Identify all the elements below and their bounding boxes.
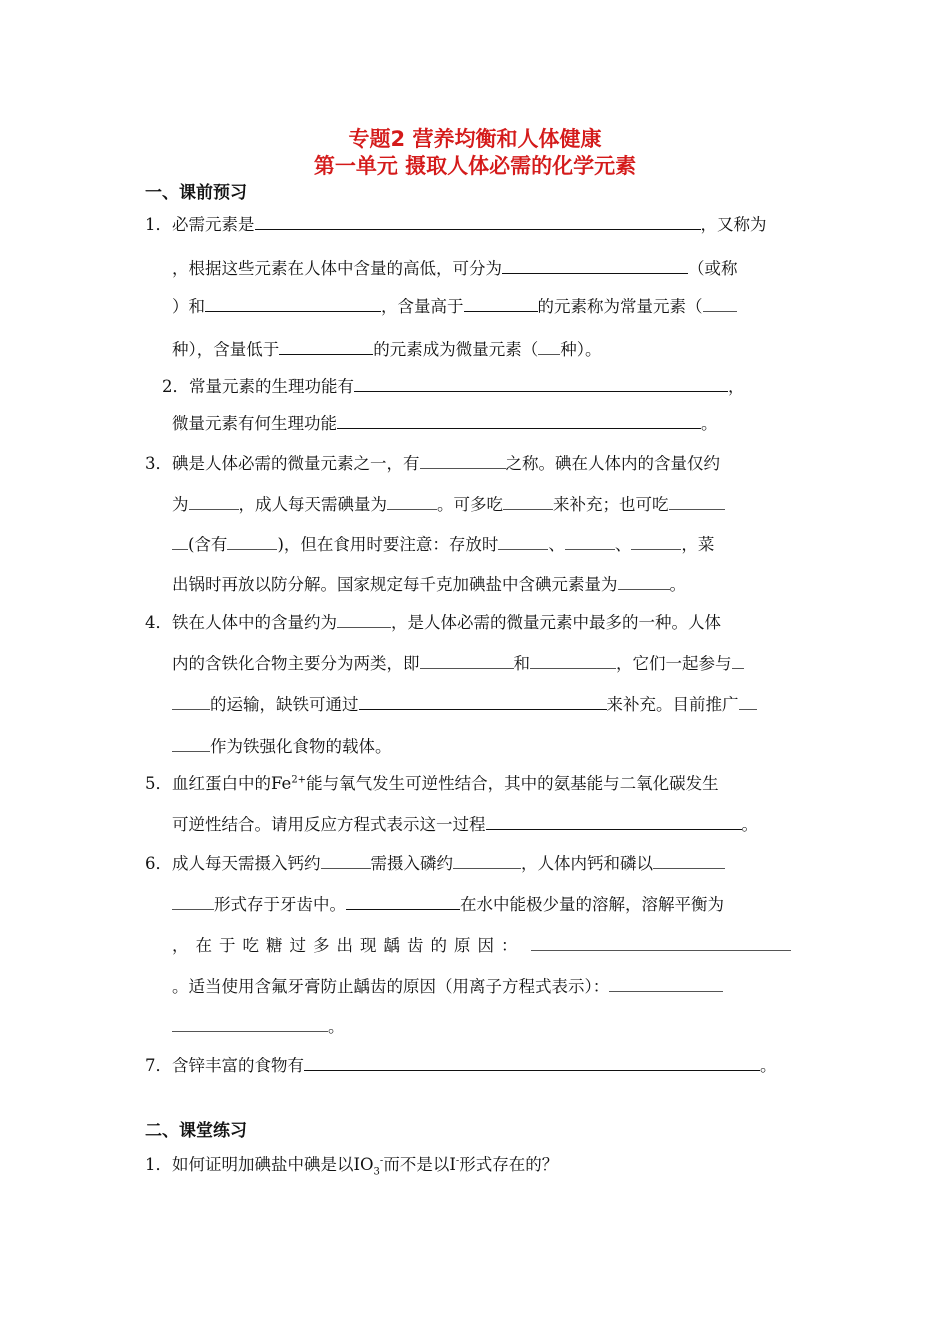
p1-superscript-2: -	[455, 1155, 460, 1167]
q1-text-b: ，又称为	[700, 215, 767, 234]
q1-text-j: 种）。	[560, 340, 602, 359]
q3-blank-3[interactable]	[387, 493, 437, 510]
q1-text-e: ）和	[172, 297, 205, 316]
q2-text-b: ，	[728, 377, 745, 396]
q5-text-d: 。	[741, 815, 758, 834]
title-line-2: 第一单元 摄取人体必需的化学元素	[313, 154, 637, 178]
p1-subscript: 3	[373, 1166, 380, 1178]
q4-text-e: ，它们一起参与	[616, 654, 732, 673]
q1-line-4	[172, 338, 602, 361]
q3-text-k: ，菜	[681, 535, 715, 554]
q6-text-e: 在水中能极少量的溶解，溶解平衡为	[460, 895, 724, 914]
p1-text-a: 如何证明加碘盐中碘是以IO	[172, 1155, 374, 1174]
q3-number: 3．	[145, 454, 172, 473]
q1-blank-5[interactable]	[703, 295, 737, 312]
q6-blank-8[interactable]	[172, 1015, 328, 1032]
q4-blank-3[interactable]	[530, 652, 616, 669]
q6-line-5	[172, 1015, 345, 1038]
q1-blank-3[interactable]	[205, 295, 381, 312]
q6-line-1	[145, 852, 725, 875]
q2-number: 2．	[162, 377, 189, 396]
q3-blank-11[interactable]	[618, 573, 670, 590]
q4-text-a: 铁在人体中的含量约为	[172, 613, 337, 632]
q3-text-d: ，成人每天需碘量为	[238, 495, 387, 514]
q4-text-d: 和	[513, 654, 530, 673]
q3-text-i: 、	[548, 535, 565, 554]
q3-line-1	[145, 452, 720, 475]
q3-line-3	[172, 533, 714, 556]
q3-text-c: 为	[172, 495, 189, 514]
q4-number: 4．	[145, 613, 172, 632]
q6-text-d: 形式存于牙齿中。	[214, 895, 346, 914]
q6-line-2	[172, 893, 724, 916]
q6-text-h: 。	[328, 1017, 345, 1036]
q2-text-c: 微量元素有何生理功能	[172, 414, 337, 433]
q7-text-b: 。	[760, 1056, 777, 1075]
q7-text-a: 含锌丰富的食物有	[172, 1056, 304, 1075]
q6-text-f: ，在于吃糖过多出现龋齿的原因：	[172, 936, 525, 955]
q5-line-1	[145, 773, 719, 795]
q1-text-h: 种），含量低于	[172, 340, 280, 359]
q4-text-g: 来补充。目前推广	[606, 695, 739, 714]
q6-text-a: 成人每天需摄入钙约	[172, 854, 321, 873]
q1-text-d: （或称	[688, 259, 738, 278]
q3-blank-7[interactable]	[227, 533, 277, 550]
q3-text-h: )，但在食用时要注意：存放时	[277, 535, 499, 554]
q1-text-c: ，根据这些元素在人体中含量的高低，可分为	[172, 259, 502, 278]
q4-line-1	[145, 611, 721, 634]
q3-line-2	[172, 493, 725, 516]
q6-text-c: ，人体内钙和磷以	[521, 854, 653, 873]
q1-line-2	[172, 257, 738, 280]
q3-text-j: 、	[614, 535, 632, 554]
q4-blank-5[interactable]	[172, 693, 210, 710]
q1-blank-2[interactable]	[502, 257, 688, 274]
q6-blank-3[interactable]	[653, 852, 725, 869]
q1-blank-7[interactable]	[538, 338, 560, 355]
q6-line-3	[172, 934, 791, 957]
q5-text-c: 可逆性结合。请用反应方程式表示这一过程	[172, 815, 486, 834]
section-heading-preview: 一、课前预习	[145, 183, 247, 203]
p1-text-b: 而不是以I	[383, 1155, 456, 1174]
q3-blank-9[interactable]	[565, 533, 615, 550]
q3-text-a: 碘是人体必需的微量元素之一，有	[172, 454, 420, 473]
q1-text-g: 的元素称为常量元素（	[537, 297, 703, 316]
q6-blank-2[interactable]	[453, 852, 521, 869]
q7-line-1	[145, 1054, 777, 1077]
q3-blank-2[interactable]	[189, 493, 239, 510]
q2-line-1	[162, 375, 745, 398]
q1-text-f: ，含量高于	[381, 297, 464, 316]
q3-text-f: 来补充；也可吃	[553, 495, 669, 514]
q7-number: 7．	[145, 1056, 172, 1075]
q3-blank-8[interactable]	[498, 533, 548, 550]
q3-text-g: (含有	[188, 535, 228, 554]
q6-number: 6．	[145, 854, 172, 873]
q4-line-3	[172, 693, 757, 716]
q6-blank-7[interactable]	[609, 975, 723, 992]
q1-blank-6[interactable]	[279, 338, 373, 355]
q3-text-l: 出锅时再放以防分解。国家规定每千克加碘盐中含碘元素量为	[172, 575, 618, 594]
p1-line-1	[145, 1154, 558, 1176]
q5-superscript: 2+	[291, 774, 307, 786]
p1-text-c: 形式存在的？	[459, 1155, 559, 1174]
q4-line-2	[172, 652, 744, 675]
q1-text-i: 的元素成为微量元素（	[373, 340, 539, 359]
q1-blank-4[interactable]	[464, 295, 538, 312]
q3-blank-5[interactable]	[669, 493, 725, 510]
q2-line-2	[172, 412, 718, 435]
q3-text-m: 。	[669, 575, 686, 594]
title-line-1: 专题2 营养均衡和人体健康	[348, 127, 602, 151]
q4-blank-6[interactable]	[359, 693, 607, 710]
q4-blank-1[interactable]	[337, 611, 391, 628]
q4-blank-7[interactable]	[739, 693, 757, 710]
q6-text-g: 。适当使用含氟牙膏防止龋齿的原因（用离子方程式表示）：	[172, 977, 610, 996]
q5-number: 5．	[145, 774, 172, 793]
q6-blank-5[interactable]	[346, 893, 460, 910]
q5-line-2	[172, 813, 758, 836]
q4-blank-8[interactable]	[172, 735, 210, 752]
q1-text-a: 必需元素是	[172, 215, 255, 234]
section-heading-practice: 二、课堂练习	[145, 1121, 247, 1141]
q4-blank-4[interactable]	[732, 652, 744, 669]
q4-text-b: ，是人体必需的微量元素中最多的一种。人体	[391, 613, 721, 632]
q4-line-4	[172, 735, 392, 758]
q5-text-a: 血红蛋白中的Fe	[172, 774, 292, 793]
p1-superscript: -	[379, 1155, 384, 1167]
q7-blank-1[interactable]	[304, 1054, 760, 1071]
q3-blank-4[interactable]	[503, 493, 553, 510]
q1-line-3	[172, 295, 737, 318]
q6-blank-6[interactable]	[531, 934, 791, 951]
q3-text-e: 。可多吃	[437, 495, 503, 514]
q6-blank-4[interactable]	[172, 893, 214, 910]
q1-number: 1．	[145, 215, 172, 234]
q4-text-c: 内的含铁化合物主要分为两类，即	[172, 654, 420, 673]
q3-text-b: 之称。碘在人体内的含量仅约	[505, 454, 720, 473]
q4-blank-2[interactable]	[420, 652, 514, 669]
q2-blank-1[interactable]	[354, 375, 728, 392]
q3-blank-1[interactable]	[420, 452, 506, 469]
q6-blank-1[interactable]	[321, 852, 371, 869]
q4-text-h: 作为铁强化食物的载体。	[210, 737, 392, 756]
q3-line-4	[172, 573, 686, 596]
q3-blank-6[interactable]	[172, 533, 188, 550]
q5-blank-1[interactable]	[486, 813, 742, 830]
q5-text-b: 能与氧气发生可逆性结合，其中的氨基能与二氧化碳发生	[306, 774, 719, 793]
q2-text-a: 常量元素的生理功能有	[189, 377, 354, 396]
p1-number: 1．	[145, 1155, 172, 1174]
q2-blank-2[interactable]	[337, 412, 701, 429]
q1-line-1	[145, 213, 767, 236]
q6-text-b: 需摄入磷约	[370, 854, 453, 873]
q6-line-4	[172, 975, 723, 998]
q3-blank-10[interactable]	[631, 533, 681, 550]
q4-text-f: 的运输，缺铁可通过	[210, 695, 359, 714]
q1-blank-1[interactable]	[255, 213, 701, 230]
q2-text-d: 。	[701, 414, 718, 433]
